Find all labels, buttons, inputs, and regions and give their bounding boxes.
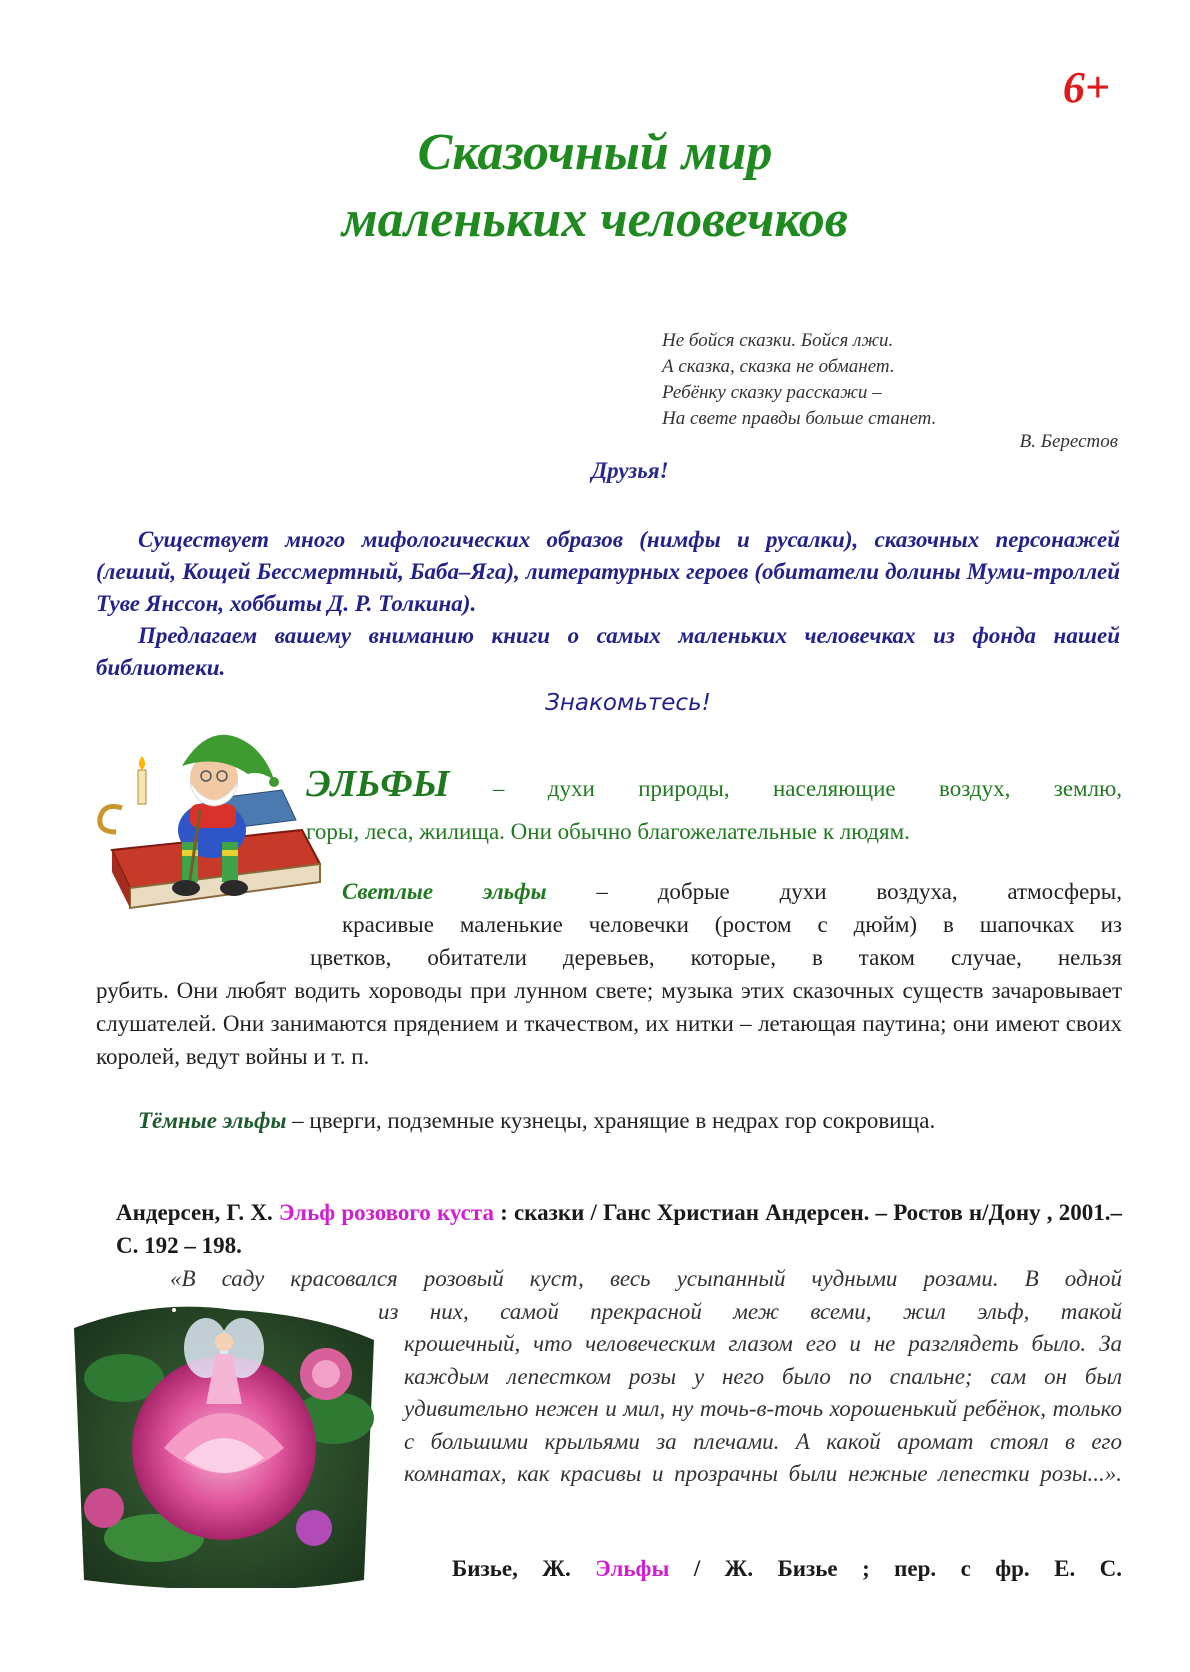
light-elves-term: Светлые эльфы [342, 879, 547, 904]
quote-line2: из них, самой прекрасной меж всеми, жил эльф, такой [378, 1299, 1122, 1324]
intro-paragraph-2: Предлагаем вашему вниманию книги о самых маленьких человечках из фонда нашей библиотеки. [96, 623, 1120, 680]
epigraph-line: На свете правды больше станет. [662, 408, 937, 429]
elves-definition-line1: ЭЛЬФЫ – духи природы, населяющие воздух, землю, [306, 763, 1122, 805]
epigraph-line: А сказка, сказка не обманет. [662, 356, 895, 377]
book-entry-bizier: Бизье, Ж. Эльфы / Ж. Бизье ; пер. с фр. Е. С. [452, 1556, 1122, 1581]
epigraph-line: Ребёнку сказку расскажи – [662, 382, 882, 403]
age-rating: 6+ [1062, 63, 1110, 112]
page-title-line2: маленьких человечков [342, 191, 848, 248]
quote-rest: крошечный, что человеческим глазом его и не разглядеть было. За каждым лепестком розы у него было по спальне; сам он был удивительно нежен и мил, ну точь-в-точь хорошенький ребёнок, только с большими крыльями за плечами. А какой аромат стоял в его комнатах, как красивы и прозрачны были нежные лепестки розы...». [404, 1331, 1122, 1486]
book-entry-andersen: Андерсен, Г. Х. Эльф розового куста : сказки / Ганс Христиан Андерсен. – Ростов н/Дону , 2001.– С. 192 – 198. [116, 1200, 1122, 1258]
light-elves-line1: Светлые эльфы – добрые духи воздуха, атмосферы, [342, 879, 1122, 904]
page-title-line1: Сказочный мир [417, 124, 773, 181]
book-title-link[interactable]: Эльф розового куста [278, 1200, 494, 1225]
intro-paragraph-1: Существует много мифологических образов (нимфы и русалки), сказочных персонажей (леший, Кощей Бессмертный, Баба–Яга), литературных героев (обитатели долины Муми-троллей Туве Янссон, хоббиты Д. Р. Толкина). [96, 527, 1120, 616]
rose-fairy-illustration [64, 1298, 388, 1588]
epigraph-line: Не бойся сказки. Бойся лжи. [662, 330, 894, 351]
gnome-on-books-illustration [82, 730, 332, 940]
greeting: Друзья! [591, 458, 669, 483]
epigraph [662, 328, 1122, 432]
epigraph-author: В. Берестов [1019, 431, 1118, 452]
light-elves-rest: рубить. Они любят водить хороводы при лунном свете; музыка этих сказочных существ зачаровывает слушателей. Они занимаются прядением и ткачеством, их нитки – летающая паутина; они имеют своих королей, ведут войны и т. п. [96, 978, 1122, 1069]
light-elves-line2: красивые маленькие человечки (ростом с дюйм) в шапочках из [342, 912, 1122, 937]
book-title-link[interactable]: Эльфы [595, 1556, 670, 1581]
light-elves-line3: цветков, обитатели деревьев, которые, в таком случае, нельзя [310, 945, 1122, 970]
dark-elves-paragraph: Тёмные эльфы – цверги, подземные кузнецы, хранящие в недрах гор сокровища. [138, 1108, 936, 1133]
meet-heading: Знакомьтесь! [545, 690, 711, 716]
elves-term: ЭЛЬФЫ [306, 763, 450, 805]
dark-elves-term: Тёмные эльфы [138, 1108, 287, 1133]
quote-line1: «В саду красовался розовый куст, весь усыпанный чудными розами. В одной [170, 1266, 1122, 1291]
elves-definition-line2: горы, леса, жилища. Они обычно благожелательные к людям. [306, 819, 910, 844]
